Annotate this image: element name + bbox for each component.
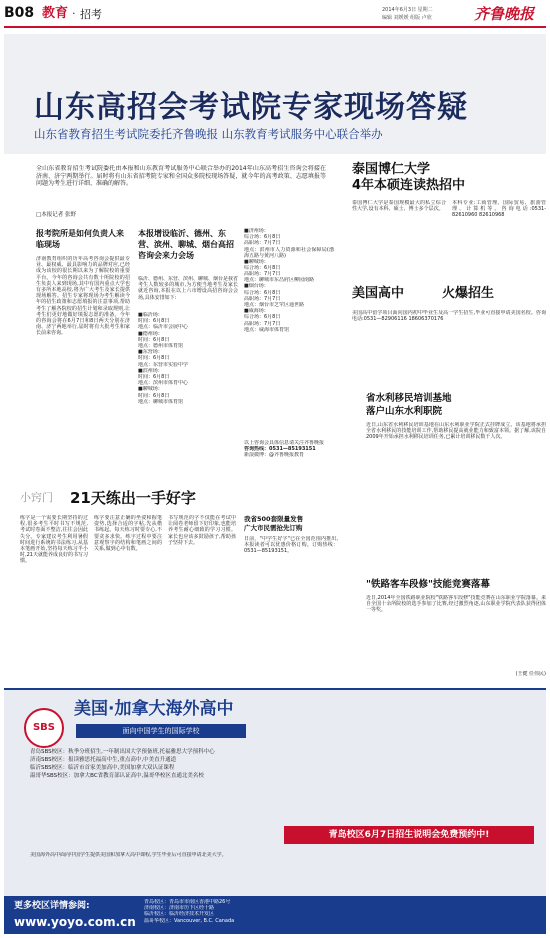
practice-heading <box>20 490 240 506</box>
school-item: 温哥华SBS校区：加拿大BC省教育部认证高中,温哥华校区直通北美名校 <box>30 773 204 779</box>
contact-line: 以上咨询会具体信息请关注齐鲁晚报 <box>244 440 325 446</box>
venue-line: 高职场：7月7日 <box>244 320 281 327</box>
mid-article <box>244 515 338 655</box>
bottom-title: 美国·加拿大海外高中 <box>74 699 234 719</box>
practice-col-b: 练字要注意正确的坐姿和握笔姿势,选择合适的字帖,先从楷书练起。每天练习时要专心,不要贪多求快。练字过程中要注意观察字的结构和笔画之间的关系,做到心中有数。 <box>94 515 162 553</box>
contact-hotline: 咨询热线：0531—85193151 <box>244 446 316 453</box>
tips-label: 小窍门 <box>20 491 53 504</box>
subsection-label: 招考 <box>80 8 102 21</box>
venue-line: ■威海场： <box>244 308 269 315</box>
mid-head-2: 广大市民需抢先订购 <box>244 524 303 532</box>
school-list <box>30 748 260 780</box>
mid-head-1: 我省500套限量发售 <box>244 515 304 523</box>
contact-weibo: 新浪微博：@齐鲁晚报教育 <box>244 452 305 459</box>
news-article <box>366 392 546 572</box>
col2-venue-list <box>138 312 238 405</box>
venue-line: 综合场：6月8日 <box>244 289 281 296</box>
news-title-2: 落户山东水利职院 <box>366 406 443 417</box>
address-item: 青岛校区：青岛市市南区香港中路26号 <box>144 899 231 905</box>
venue-line: 综合场：6月8日 <box>244 234 281 241</box>
bottom-subtitle: 面向中国学生的国际学校 <box>76 724 246 738</box>
ad1-col-a: 泰国博仁大学是泰国规模最大的私立综合性大学,设有本科、硕士、博士多个层次。 <box>352 200 446 213</box>
rail-body: 近日,2014年全国铁路职业院校"铁路客车段修"技能竞赛在山东职业学院落幕。来自全国十余所院校的选手参加了比赛,经过激烈角逐,山东职业学院代表队获得团体一等奖。 <box>366 595 546 614</box>
ad2-title-2: 火爆招生 <box>442 286 495 301</box>
venue-line: ■临沂场： <box>138 312 163 318</box>
bottom-ad <box>4 688 546 934</box>
venue-line: 地点：滨州市人力资源和社会保障局(渤海五路与黄河八路) <box>244 246 334 259</box>
ad1-col-b: 本科专业:工商管理、国际贸易、旅游管理、计算机等。咨询电话:0531-82610960 82610968 <box>452 200 546 219</box>
sbs-logo-text: SBS <box>32 722 56 733</box>
ad2-title-1: 美国高中 <box>352 286 405 301</box>
rail-signature: (王健 任伟民) <box>515 671 546 677</box>
school-item: 临沂SBS校区：临沂市首家美加高中,美国加拿大双认证课程 <box>30 765 175 771</box>
news-title-1: 省水利移民培训基地 <box>366 393 452 404</box>
venue-line: 地点：滨州市体育中心 <box>138 380 189 387</box>
address-list <box>144 899 540 924</box>
venue-line: 地点：东营市实验中学 <box>138 361 189 368</box>
venue-line: 地点：聊城市体育馆 <box>138 398 184 405</box>
website-link[interactable]: www.yoyo.com.cn <box>14 915 136 929</box>
venue-line: ■东营场： <box>138 349 163 356</box>
contact-box <box>244 440 334 470</box>
venue-line: 地点：烟台市芝罘区通世路 <box>244 302 305 309</box>
banner <box>4 34 546 154</box>
col2-heading: 本报增设临沂、德州、东营、滨州、聊城、烟台高招咨询会来力会场 <box>138 229 234 260</box>
news-body: 近日,山东省水利移民培训基地在山东水利职业学院正式挂牌成立。该基地将承担全省水利移民的技能培训工作,帮助移民提高就业能力和致富本领。据了解,该院自2009年开始承担水利移民培训任务,已累计培训移民数千人次。 <box>366 422 546 441</box>
venue-line: ■聊城场： <box>138 386 163 393</box>
venue-line: ■聊城场： <box>244 258 269 265</box>
practice-col-c: 书写规范的字不仅能在考试中让阅卷老师留下好印象,也能培养考生耐心细致的学习习惯。家长也应该多鼓励孩子,帮助孩子坚持下去。 <box>168 515 236 546</box>
masthead-logo: 齐鲁晚报 <box>474 5 535 23</box>
venue-line: 地点：威海市体育馆 <box>244 326 290 333</box>
col2-body: 临沂、德州、东营、滨州、聊城、烟台是我省考生人数较多的城市,为方便当地考生及家长就近咨询,本报在以上六市增设高招咨询会会场,具体安排如下: <box>138 276 238 301</box>
venue-line: 时间：6月8日 <box>138 318 170 325</box>
editor-credits: 编辑 刘媛媛 组版 卢欣 <box>382 15 432 21</box>
practice-col-a: 练字是一个需要长期坚持的过程,很多考生平时书写不规范,考试时卷面不整洁,往往会因此失分。专家建议考生利用暑假时间进行系统的书法练习,从基本笔画开始,坚持每天练习半小时,21天就能养成良好的书写习惯。 <box>20 515 88 565</box>
address-item: 济南校区：济南市历下区经十路 <box>144 905 215 912</box>
venue-line: 高职场：7月7日 <box>244 240 281 247</box>
venue-line: 综合场：6月8日 <box>244 264 281 271</box>
venue-line: 时间：6月8日 <box>138 355 170 362</box>
venue-line: ■滨州场： <box>138 367 163 374</box>
venue-line: 地点：德州市体育馆 <box>138 343 184 350</box>
ad-thailand <box>352 162 546 272</box>
intro-paragraph: 全山东省教育招生考试院委托由本报和山东教育考试服务中心联合举办的2014年山东高考招生咨询会将接在济南、济宁两期举行。届时将有山东省招考院专家和全国众多院校现场答疑，就今年的高考政策、志愿填报等问题为考生进行详细、准确的解答。 <box>36 165 326 187</box>
page-header: B08 教育 · 招考 2014年6月3日 星期二 编辑 刘媛媛 组版 卢欣 齐鲁晚报 <box>4 5 535 23</box>
sbs-logo <box>24 708 64 748</box>
venue-line: 地点：临沂市会展中心 <box>138 324 189 331</box>
ad1-title-2: 4年本硕连读热招中 <box>352 178 466 193</box>
ad2-body: 美国高中留学项目面向国内初中毕业生及高一学生招生,毕业可直接申请美国名校。咨询电话:0531—82906116 18606370176 <box>352 310 546 323</box>
venue-line: 地点：聊城市东昌府区柳园南路 <box>244 277 315 284</box>
school-item: 青岛SBS校区：秋季分班招生,一年制出国大学预备班,托福雅思大学预科中心 <box>30 749 215 755</box>
section-label: 教育 <box>42 6 69 21</box>
venue-line: 高职场：7月7日 <box>244 295 281 302</box>
banner-subtitle: 山东省教育招生考试院委托齐鲁晚报 山东教育考试服务中心联合举办 <box>34 127 383 141</box>
header-rule <box>4 26 546 28</box>
footer-label: 更多校区详情参阅: <box>14 901 90 911</box>
venue-line: ■烟台场： <box>244 283 269 290</box>
venue-line: 时间：6月8日 <box>138 336 170 343</box>
bottom-footer <box>4 896 546 934</box>
venue-line: ■德州场： <box>138 330 163 337</box>
venue-line: ■济州场： <box>244 228 269 234</box>
school-item: 济南SBS校区：报读雅思托福高中生,重点高中,中美直升通道 <box>30 757 177 763</box>
page-number: B08 <box>4 5 35 21</box>
issue-date: 2014年6月3日 星期二 <box>382 7 433 13</box>
venue-line: 高职场：7月7日 <box>244 271 281 278</box>
rail-title: "铁路客车段修"技能竞赛落幕 <box>366 579 490 590</box>
banner-title: 山东高招会考试院专家现场答疑 <box>34 90 468 125</box>
practice-title: 21天练出一手好字 <box>70 489 196 507</box>
venue-line: 时间：6月8日 <box>138 392 170 399</box>
ad-us-highschool <box>352 286 546 378</box>
col1-body: 济南教育组织的历年高考咨询会提供最专业、最权威、最具影响力的品牌对应,已经成为该校的很长期以来为了解院校的重要平台。今年的咨询会共有数十所院校的招生负责人来到现场,其中有国内重点大学也有多所本地高校,将为广大考生及家长提供现场解答。招生专家将现场为考生解读今年的招生政策和志愿填报的注意事项,帮助考生了解各院校的招生计划和录取规则,让考生们更好地做好填报志愿的准备。今年的咨询会将在6月7日和8日两天分别在济南、济宁两地举行,届时将有大批考生和家长前来咨询。 <box>36 256 130 337</box>
intro-byline: □本报记者 张野 <box>36 212 76 218</box>
venue-line: 时间：6月8日 <box>138 374 170 381</box>
rail-article <box>366 578 546 680</box>
ad1-title-1: 泰国博仁大学 <box>352 162 431 177</box>
article-col-3 <box>244 228 334 428</box>
mid-body: 日前，"中学生好字"已在全国范围内推出,本报读者可以优惠价格订购。订购热线：0531—85193151。 <box>244 536 338 555</box>
address-item: 温哥华校区：Vancouver, B.C. Canada <box>144 917 235 924</box>
bottom-body: 美国海外高中面向中国学生提供美国和加拿大高中课程,学生毕业后可直接申请北美大学。 <box>30 852 227 858</box>
seminar-notice: 青岛校区6月7日招生说明会免费预约中! <box>284 826 534 844</box>
address-item: 临沂校区：临沂经济技术开发区 <box>144 911 215 918</box>
col1-heading: 报考院所是如何负责人来临现场 <box>36 229 124 249</box>
venue-line: 综合场：6月8日 <box>244 314 281 321</box>
